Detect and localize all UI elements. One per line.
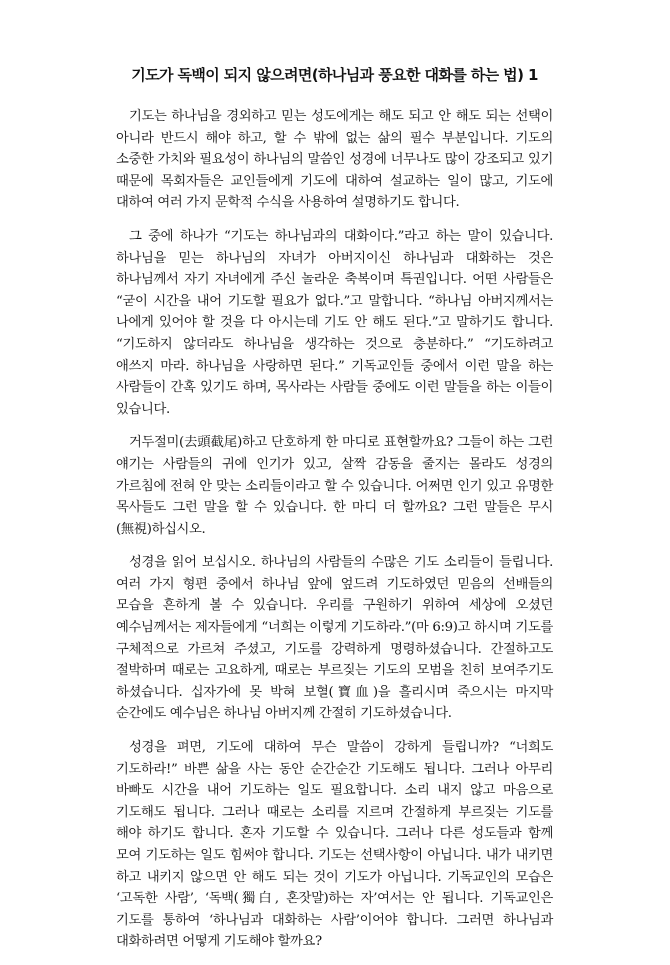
paragraph-5: 성경을 펴면, 기도에 대하여 무슨 말씀이 강하게 들립니까? “너희도 기도하라!” 바쁜 삶을 사는 동안 순간순간 기도해도 됩니다. 그러나 아무리 바빠도 시간을 내어 기도하는 일도 필요합니다. 소리 내지 않고 마음으로 기도해도 됩니다. 그러나 때로는 소리를 지르며 간절하게 부르짖는 기도를 해야 하기도 합니다. 혼자 기도할 수 있습니다. 그러나 다른 성도들과 함께 모여 기도하는 일도 힘써야 합니다. 기도는 선택사항이 아닙니다. 내가 내키면 하고 내키지 않으면 안 해도 되는 것이 기도가 아닙니다. 기독교인의 모습은 ‘고독한 사람’, ‘독백(獨白, 혼잣말)하는 자’여서는 안 됩니다. 기독교인은 기도를 통하여 ‘하나님과 대화하는 사람’이어야 합니다. 그러면 하나님과 대화하려면 어떻게 기도해야 할까요? [116,740,553,950]
paragraph-1: 기도는 하나님을 경외하고 믿는 성도에게는 해도 되고 안 해도 되는 선택이 아니라 반드시 해야 하고, 할 수 밖에 없는 삶의 필수 부분입니다. 기도의 소중한 가치와 필요성이 하나님의 말씀인 성경에 너무나도 많이 강조되고 있기 때문에 목회자들은 교인들에게 기도에 대하여 설교하는 일이 많고, 기도에 대하여 여러 가지 문학적 수식을 사용하여 설명하기도 합니다. [116,109,553,211]
paragraph-2: 그 중에 하나가 “기도는 하나님과의 대화이다.”라고 하는 말이 있습니다. 하나님을 믿는 하나님의 자녀가 아버지이신 하나님과 대화하는 것은 하나님께서 자기 자녀에게 주신 놀라운 축복이며 특권입니다. 어떤 사람들은 “굳이 시간을 내어 기도할 필요가 없다.”고 말합니다. “하나님 아버지께서는 나에게 있어야 할 것을 다 아시는데 기도 안 해도 된다.”고 말하기도 합니다. “기도하지 않더라도 하나님을 생각하는 것으로 충분하다.” “기도하려고 애쓰지 마라. 하나님을 사랑하면 된다.” 기독교인들 중에서 이런 말을 하는 사람들이 간혹 있기도 하며, 목사라는 사람들 중에도 이런 말들을 하는 이들이 있습니다. [116,228,553,417]
document-page [116,64,553,965]
document-title: 기도가 독백이 되지 않으려면(하나님과 풍요한 대화를 하는 법) 1 [131,66,538,84]
paragraph-3: 거두절미(去頭截尾)하고 단호하게 한 마디로 표현할까요? 그들이 하는 그런 얘기는 사람들의 귀에 인기가 있고, 살짝 감동을 줄지는 몰라도 성경의 가르침에 전혀 안 맞는 소리들이라고 할 수 있습니다. 어쩌면 인기 있고 유명한 목사들도 그런 말을 할 수 있습니다. 한 마디 더 할까요? 그런 말들은 무시(無視)하십시오. [116,435,553,537]
paragraph-4: 성경을 읽어 보십시오. 하나님의 사람들의 수많은 기도 소리들이 들립니다. 여러 가지 형편 중에서 하나님 앞에 엎드려 기도하였던 믿음의 선배들의 모습을 흔하게 볼 수 있습니다. 우리를 구원하기 위하여 세상에 오셨던 예수님께서는 제자들에게 “너희는 이렇게 기도하라.”(마 6:9)고 하시며 기도를 구체적으로 가르쳐 주셨고, 기도를 강력하게 명령하셨습니다. 간절하고도 절박하며 때로는 고요하게, 때로는 부르짖는 기도의 모범을 친히 보여주기도 하셨습니다. 십자가에 못 박혀 보혈(寶血)을 흘리시며 죽으시는 마지막 순간에도 예수님은 하나님 아버지께 간절히 기도하셨습니다. [116,555,553,722]
